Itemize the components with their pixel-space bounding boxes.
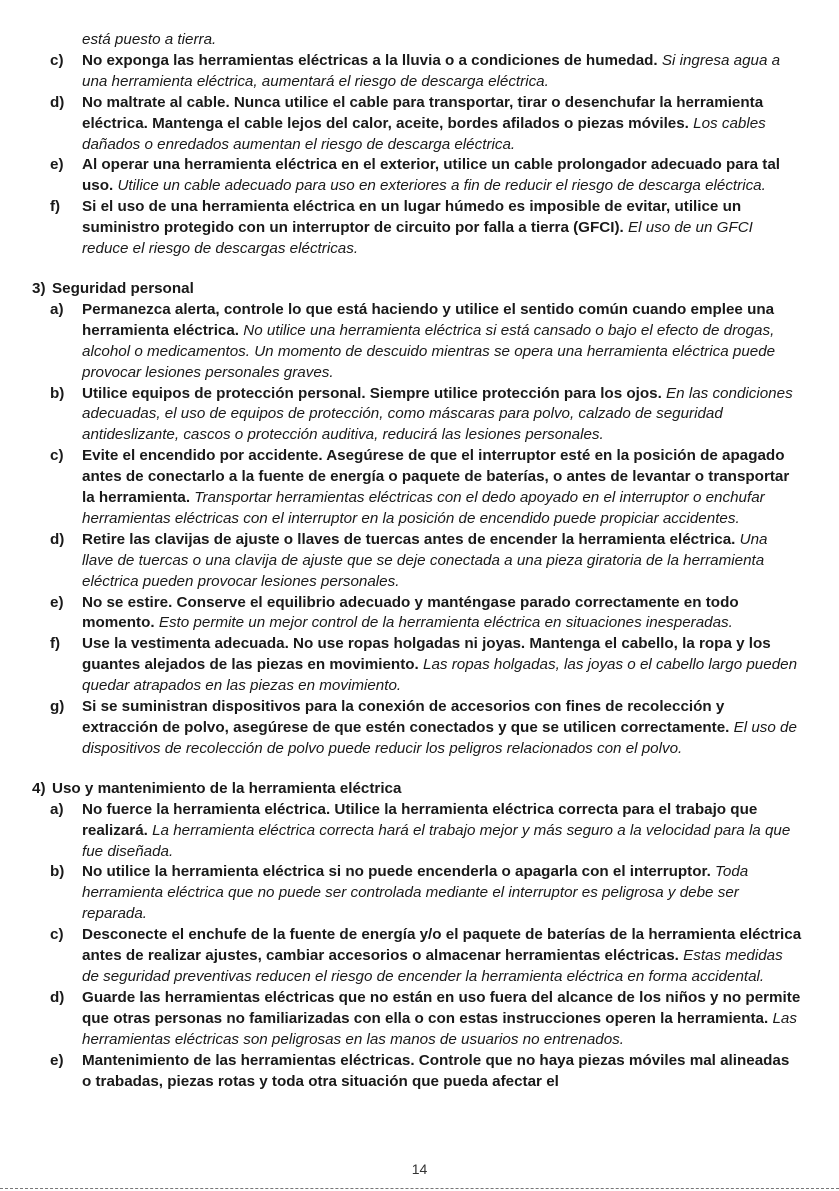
item-bold-text: No se estire. Conserve el equilibrio adecuado y manténgase parado correctamente en todo momento. <box>82 593 739 632</box>
item-bold-text: Si se suministran dispositivos para la conexión de accesorios con fines de recolección y extracción de polvo, asegúrese de que estén conectados y que se utilicen correctamente. <box>82 698 730 736</box>
item-letter: d) <box>50 93 65 111</box>
item-body <box>82 634 802 697</box>
page-number: 14 <box>411 1161 428 1177</box>
item-bold-text: No exponga las herramientas eléctricas a la lluvia o a condiciones de humedad. <box>82 51 658 69</box>
list-item <box>32 593 802 635</box>
item-italic-text: En las condiciones adecuadas, el uso de equipos de protección, como máscaras para polvo, calzado de seguridad antideslizante, cascos o protección auditiva, reducirá las lesiones personales. <box>82 384 793 444</box>
list-item <box>32 697 802 760</box>
item-letter: f) <box>50 635 61 653</box>
item-letter: b) <box>50 863 65 881</box>
item-body <box>82 197 802 260</box>
list-item <box>32 155 802 197</box>
item-bold-text: Permanezca alerta, controle lo que está haciendo y utilice el sentido común cuando emplee una herramienta eléctrica. <box>82 300 775 339</box>
item-bold-text: Retire las clavijas de ajuste o llaves de tuercas antes de encender la herramienta eléctrica. <box>82 530 736 548</box>
page-edge-divider <box>0 1188 839 1189</box>
item-italic-text: Utilice un cable adecuado para uso en exteriores a fin de reducir el riesgo de descarga eléctrica. <box>117 177 766 195</box>
item-italic-text: Las ropas holgadas, las joyas o el cabello largo pueden quedar atrapados en las piezas en movimiento. <box>82 656 798 695</box>
item-italic-text: Esto permite un mejor control de la herramienta eléctrica en situaciones inesperadas. <box>158 614 733 632</box>
item-body <box>82 93 802 156</box>
item-body <box>82 988 802 1051</box>
list-item <box>32 446 802 530</box>
item-letter: e) <box>50 593 64 611</box>
item-bold-text: Guarde las herramientas eléctricas que no están en uso fuera del alcance de los niños y no permite que otras personas no familiarizadas con ella o con estas instrucciones operen la herramienta. <box>82 988 801 1027</box>
list-item <box>32 1051 802 1093</box>
item-body <box>82 925 802 988</box>
item-italic-text: Toda herramienta eléctrica que no puede ser controlada mediante el interruptor es peligrosa y debe ser reparada. <box>82 863 749 923</box>
item-body <box>82 51 802 93</box>
item-body <box>82 446 802 530</box>
item-body <box>82 697 802 760</box>
item-italic-text: El uso de dispositivos de recolección de polvo puede reducir los peligros relacionados con el polvo. <box>82 719 797 757</box>
item-letter: e) <box>50 156 64 174</box>
section-tool-use <box>32 779 802 1093</box>
continuation-text: está puesto a tierra. <box>82 31 217 48</box>
list-item <box>32 800 802 863</box>
item-letter: f) <box>50 198 61 216</box>
item-body <box>82 300 802 384</box>
item-bold-text: Evite el encendido por accidente. Asegúrese de que el interruptor esté en la posición de apagado antes de conectarlo a la fuente de energía o paquete de baterías, o antes de levantar o transportar la herramienta. <box>82 447 790 507</box>
item-italic-text: Una llave de tuercas o una clavija de ajuste que se deje conectada a una pieza giratoria de la herramienta eléctrica pueden provocar lesiones personales. <box>82 530 768 590</box>
item-italic-text: Estas medidas de seguridad preventivas reducen el riesgo de encender la herramienta eléctrica en forma accidental. <box>82 947 783 985</box>
page-content <box>32 30 802 1092</box>
item-bold-text: Al operar una herramienta eléctrica en el exterior, utilice un cable prolongador adecuado para tal uso. <box>82 156 781 195</box>
item-body <box>82 155 802 197</box>
list-item <box>32 862 802 925</box>
item-bold-text: Desconecte el enchufe de la fuente de energía y/o el paquete de baterías de la herramienta eléctrica antes de realizar ajustes, cambiar accesorios o almacenar herramientas eléctricas. <box>82 926 802 965</box>
item-body <box>82 593 802 635</box>
item-letter: a) <box>50 800 64 818</box>
list-item <box>32 197 802 260</box>
item-letter: b) <box>50 384 65 402</box>
list-item <box>32 384 802 447</box>
item-letter: a) <box>50 300 64 318</box>
item-letter: g) <box>50 698 65 716</box>
item-letter: d) <box>50 988 65 1006</box>
item-italic-text: Transportar herramientas eléctricas con el dedo apoyado en el interruptor o enchufar herramientas eléctricas con el interruptor en la posición de encendido puede propiciar accidentes. <box>82 489 765 527</box>
list-item <box>32 300 802 384</box>
section-heading <box>32 779 802 800</box>
list-item <box>32 93 802 156</box>
item-letter: c) <box>50 926 64 944</box>
list-item <box>32 634 802 697</box>
item-letter: c) <box>50 447 64 465</box>
list-item <box>32 51 802 93</box>
section-number: 4) <box>32 779 46 797</box>
list-item <box>32 988 802 1051</box>
item-italic-text: Las herramientas eléctricas son peligrosas en las manos de usuarios no entrenados. <box>82 1009 797 1048</box>
item-italic-text: Los cables dañados o enredados aumentan el riesgo de descarga eléctrica. <box>82 114 766 153</box>
item-bold-text: Utilice equipos de protección personal. Siempre utilice protección para los ojos. <box>82 384 662 402</box>
item-italic-text: El uso de un GFCI reduce el riesgo de descargas eléctricas. <box>82 219 753 258</box>
item-letter: e) <box>50 1051 64 1069</box>
section-personal-safety <box>32 279 802 760</box>
item-body <box>82 1051 802 1093</box>
section-title: Uso y mantenimiento de la herramienta eléctrica <box>52 779 402 797</box>
item-body <box>82 800 802 863</box>
section2-list <box>32 51 802 260</box>
item-letter: d) <box>50 530 65 548</box>
item-body <box>82 530 802 593</box>
item-bold-text: No utilice la herramienta eléctrica si no puede encenderla o apagarla con el interruptor. <box>82 863 711 881</box>
list-item <box>32 925 802 988</box>
list-item <box>32 530 802 593</box>
item-italic-text: La herramienta eléctrica correcta hará el trabajo mejor y más seguro a la velocidad para la que fue diseñada. <box>82 821 791 860</box>
item-bold-text: Mantenimiento de las herramientas eléctricas. Controle que no haya piezas móviles mal alineadas o trabadas, piezas rotas y toda otra situación que pueda afectar el <box>82 1051 790 1090</box>
item-bold-text: Si el uso de una herramienta eléctrica en un lugar húmedo es imposible de evitar, utilice un suministro protegido con un interruptor de circuito por falla a tierra (GFCI). <box>82 198 742 237</box>
item-italic-text: Si ingresa agua a una herramienta eléctrica, aumentará el riesgo de descarga eléctrica. <box>82 51 781 90</box>
section-heading <box>32 279 802 300</box>
section-number: 3) <box>32 279 46 297</box>
item-bold-text: No fuerce la herramienta eléctrica. Utilice la herramienta eléctrica correcta para el trabajo que realizará. <box>82 800 758 839</box>
item-bold-text: No maltrate al cable. Nunca utilice el cable para transportar, tirar o desenchufar la herramienta eléctrica. Mantenga el cable lejos del calor, aceite, bordes afilados o piezas móviles. <box>82 93 764 132</box>
item-italic-text: No utilice una herramienta eléctrica si está cansado o bajo el efecto de drogas, alcohol o medicamentos. Un momento de descuido mientras se opera una herramienta eléctrica puede provocar lesiones personales graves. <box>82 321 776 381</box>
item-bold-text: Use la vestimenta adecuada. No use ropas holgadas ni joyas. Mantenga el cabello, la ropa y los guantes alejados de las piezas en movimiento. <box>82 635 771 674</box>
section-title: Seguridad personal <box>52 279 194 297</box>
item-body <box>82 384 802 447</box>
item-body <box>82 862 802 925</box>
item-letter: c) <box>50 51 64 69</box>
